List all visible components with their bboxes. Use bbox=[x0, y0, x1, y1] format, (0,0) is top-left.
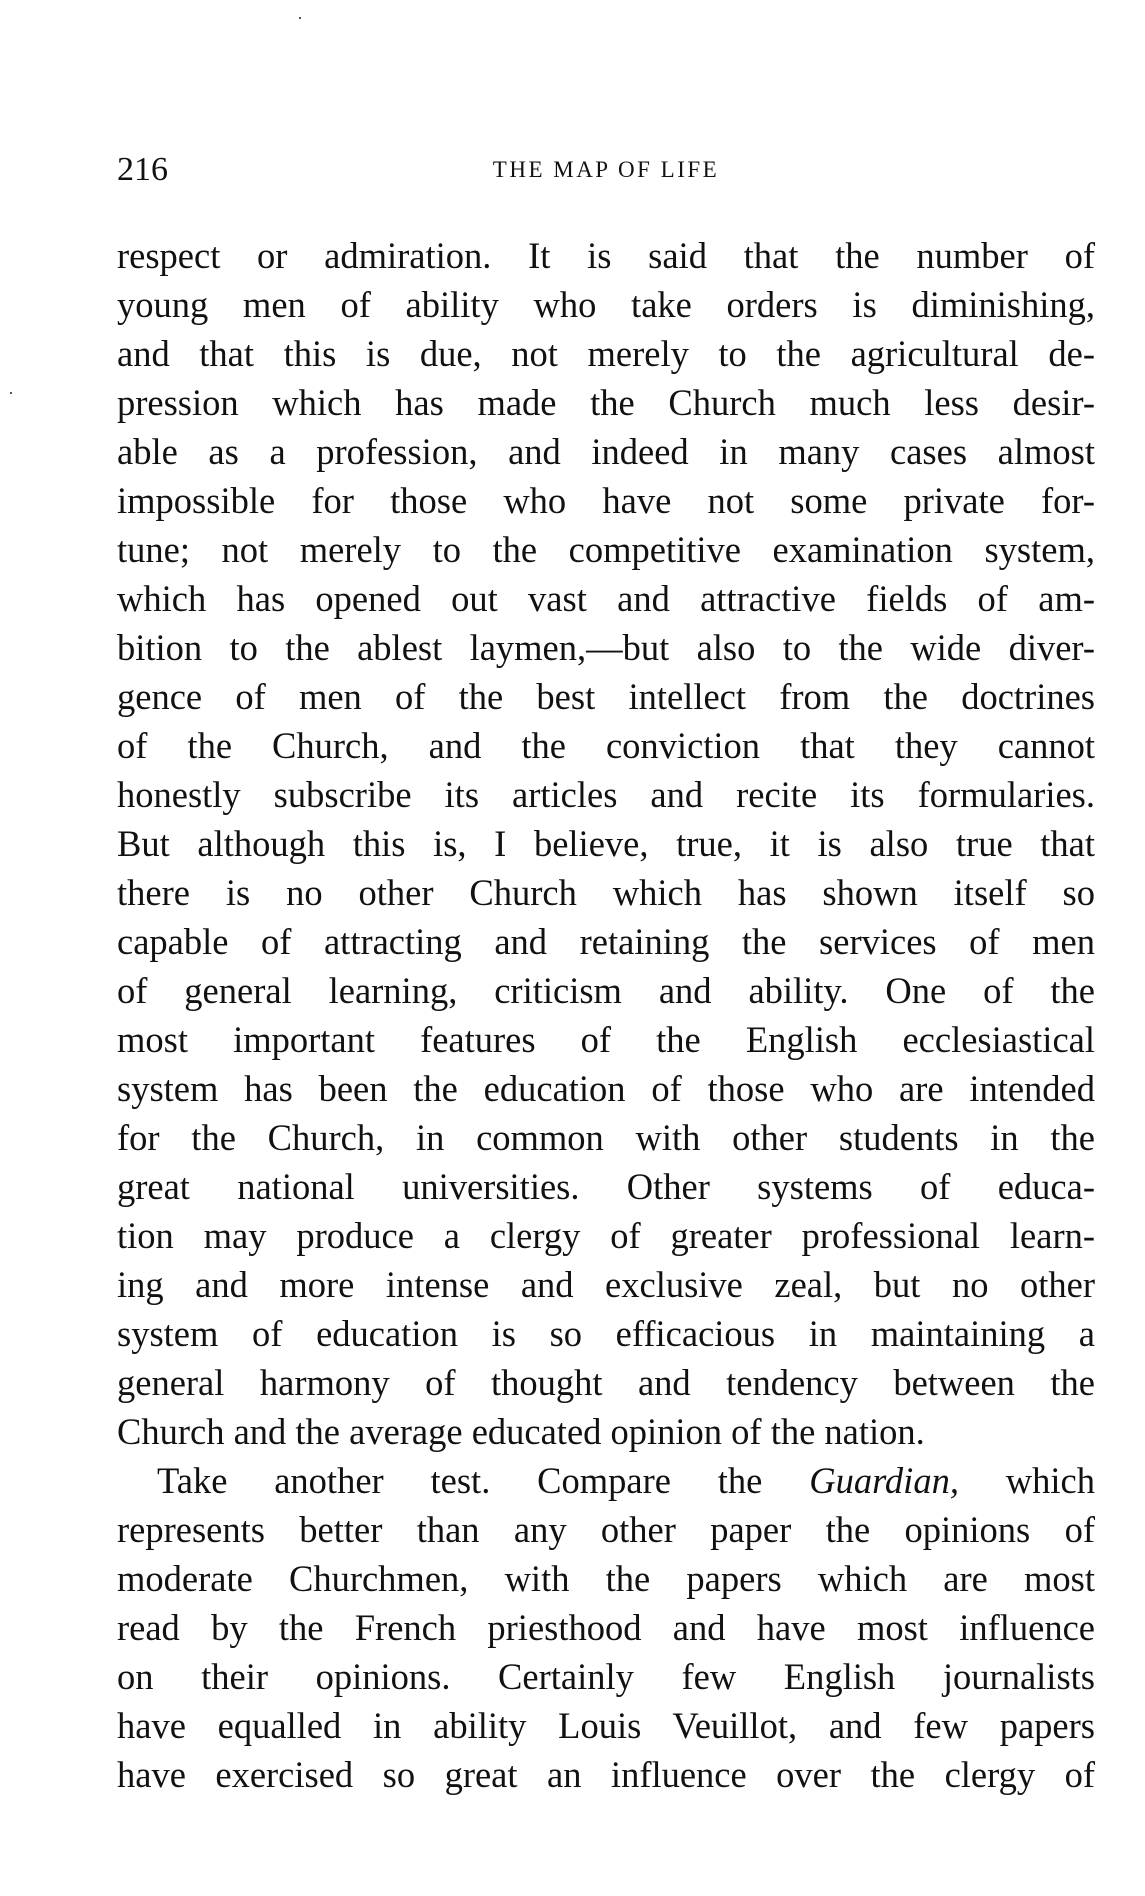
running-head bbox=[117, 150, 1095, 200]
text-line bbox=[117, 1456, 1095, 1505]
paragraph-1 bbox=[117, 231, 1095, 1456]
text-line: read by the French priesthood and have most influence bbox=[117, 1607, 1095, 1648]
scan-speck bbox=[299, 17, 301, 19]
text-line: have exercised so great an influence over the clergy of bbox=[117, 1754, 1095, 1795]
text-line: and that this is due, not merely to the agricultural de- bbox=[117, 333, 1095, 374]
periodical-title: Guardian, bbox=[809, 1460, 959, 1501]
text-line: ing and more intense and exclusive zeal, but no other bbox=[117, 1264, 1095, 1305]
text-run: Take another test. Compare the bbox=[157, 1460, 810, 1501]
text-run: which bbox=[958, 1460, 1095, 1501]
scan-speck bbox=[10, 392, 12, 394]
text-line: gence of men of the best intellect from the doctrines bbox=[117, 676, 1095, 717]
text-line: honestly subscribe its articles and recite its formularies. bbox=[117, 774, 1095, 815]
paragraph-2 bbox=[117, 1456, 1095, 1799]
text-line: tion may produce a clergy of greater professional learn- bbox=[117, 1215, 1095, 1256]
text-line: great national universities. Other systems of educa- bbox=[117, 1166, 1095, 1207]
text-line: have equalled in ability Louis Veuillot, and few papers bbox=[117, 1705, 1095, 1746]
text-line: which has opened out vast and attractive fields of am- bbox=[117, 578, 1095, 619]
text-line: moderate Churchmen, with the papers which are most bbox=[117, 1558, 1095, 1599]
text-line: Church and the average educated opinion of the nation. bbox=[117, 1411, 925, 1452]
text-line: pression which has made the Church much less desir- bbox=[117, 382, 1095, 423]
text-line: most important features of the English ecclesiastical bbox=[117, 1019, 1095, 1060]
page-number: 216 bbox=[117, 151, 168, 188]
text-line: respect or admiration. It is said that the number of bbox=[117, 235, 1095, 276]
text-line: there is no other Church which has shown itself so bbox=[117, 872, 1095, 913]
text-line: for the Church, in common with other students in the bbox=[117, 1117, 1095, 1158]
text-line: on their opinions. Certainly few English journalists bbox=[117, 1656, 1095, 1697]
text-line: of the Church, and the conviction that they cannot bbox=[117, 725, 1095, 766]
text-line: general harmony of thought and tendency between the bbox=[117, 1362, 1095, 1403]
text-line: tune; not merely to the competitive examination system, bbox=[117, 529, 1095, 570]
text-line: able as a profession, and indeed in many cases almost bbox=[117, 431, 1095, 472]
text-line: system has been the education of those who are intended bbox=[117, 1068, 1095, 1109]
text-line: of general learning, criticism and ability. One of the bbox=[117, 970, 1095, 1011]
text-line: bition to the ablest laymen,—but also to the wide diver- bbox=[117, 627, 1095, 668]
running-title: THE MAP OF LIFE bbox=[492, 157, 720, 182]
text-line: represents better than any other paper the opinions of bbox=[117, 1509, 1095, 1550]
text-line: capable of attracting and retaining the services of men bbox=[117, 921, 1095, 962]
text-line: impossible for those who have not some private for- bbox=[117, 480, 1095, 521]
text-line: But although this is, I believe, true, it is also true that bbox=[117, 823, 1095, 864]
body-text bbox=[117, 231, 1095, 1799]
text-line: system of education is so efficacious in maintaining a bbox=[117, 1313, 1095, 1354]
text-line: young men of ability who take orders is diminishing, bbox=[117, 284, 1095, 325]
